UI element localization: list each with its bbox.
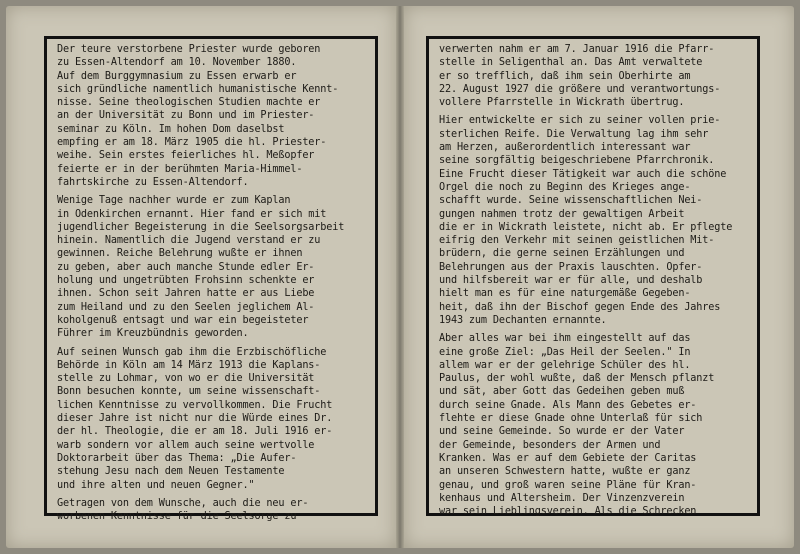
text-line: dieser Jahre ist nicht nur die Würde eines Dr.	[57, 413, 333, 425]
right-page-text	[439, 43, 749, 523]
left-page-text	[57, 43, 367, 528]
text-line: nisse. Seine theologischen Studien machte er	[57, 97, 321, 109]
text-line: Eine Frucht dieser Tätigkeit war auch die schöne	[439, 168, 727, 180]
right-paragraph	[439, 43, 749, 109]
left-paragraph	[57, 346, 367, 492]
text-line: vollere Pfarrstelle in Wickrath übertrug.	[439, 97, 685, 109]
text-line: und sät, aber Gott das Gedeihen geben muß	[439, 386, 685, 398]
text-line: zu Essen-Altendorf am 10. November 1880.	[57, 57, 297, 69]
text-line: Führer im Kreuzbündnis geworden.	[57, 328, 249, 340]
text-line: und seine Gemeinde. So wurde er der Vater	[439, 426, 685, 438]
text-line: an der Universität zu Bonn und im Priester-	[57, 110, 315, 122]
text-line: und hilfsbereit war er für alle, und deshalb	[439, 275, 703, 287]
text-line: zu geben, aber auch manche Stunde edler Er-	[57, 261, 315, 273]
text-line: Paulus, der wohl wußte, daß der Mensch pflanzt	[439, 373, 715, 385]
text-line: Kranken. Was er auf dem Gebiete der Caritas	[439, 452, 697, 464]
text-line: Auf dem Burggymnasium zu Essen erwarb er	[57, 70, 297, 82]
text-line: Hier entwickelte er sich zu seiner vollen prie-	[439, 115, 721, 127]
right-paragraph	[439, 114, 749, 327]
text-line: stehung Jesu nach dem Neuen Testamente	[57, 466, 285, 478]
text-line: empfing er am 18. März 1905 die hl. Priester-	[57, 137, 327, 149]
text-line: brüdern, die gerne seinen Erzählungen und	[439, 248, 685, 260]
text-line: flehte er diese Gnade ohne Unterlaß für sich	[439, 413, 703, 425]
text-line: die er in Wickrath leistete, nicht ab. Er pflegte	[439, 221, 733, 233]
text-line: heit, daß ihn der Bischof gegen Ende des Jahres	[439, 301, 721, 313]
text-line: schafft wurde. Seine wissenschaftlichen Nei-	[439, 195, 703, 207]
text-line: stelle in Seligenthal an. Das Amt verwaltete	[439, 57, 703, 69]
text-line: Behörde in Köln am 14 März 1913 die Kaplans-	[57, 359, 321, 371]
text-line: 22. August 1927 die größere und verantwortungs-	[439, 83, 721, 95]
text-line: zum Heiland und zu den Seelen jeglichem Al-	[57, 301, 315, 313]
right-page-border-frame	[426, 36, 760, 516]
text-line: an unseren Schwestern hatte, wußte er ganz	[439, 466, 691, 478]
left-page-border-frame	[44, 36, 378, 523]
text-line: Getragen von dem Wunsche, auch die neu er-	[57, 497, 309, 509]
text-line: sterlichen Reife. Die Verwaltung lag ihm sehr	[439, 128, 709, 140]
text-line: seine sorgfältig beigeschriebene Pfarrchronik.	[439, 155, 715, 167]
text-line: ihnen. Schon seit Jahren hatte er aus Liebe	[57, 288, 315, 300]
text-line: Auf seinen Wunsch gab ihm die Erzbischöfliche	[57, 346, 327, 358]
book-gutter	[396, 6, 404, 548]
text-line: jugendlicher Begeisterung in die Seelsorgsarbeit	[57, 221, 345, 233]
text-line: am Herzen, außerordentlich interessant war	[439, 142, 691, 154]
text-line: weihe. Sein erstes feierliches hl. Meßopfer	[57, 150, 315, 162]
text-line: hielt man es für eine naturgemäße Gegeben-	[439, 288, 691, 300]
text-line: worbenen Kenntnisse für die Seelsorge zu	[57, 511, 297, 523]
text-line: Doktorarbeit über das Thema: „Die Aufer-	[57, 452, 297, 464]
text-line: feierte er in der berühmten Maria-Himmel-	[57, 163, 303, 175]
text-line: stelle zu Lohmar, von wo er die Universität	[57, 373, 315, 385]
text-line: der hl. Theologie, die er am 18. Juli 1916 er-	[57, 426, 333, 438]
text-line: eine große Ziel: „Das Heil der Seelen." In	[439, 346, 691, 358]
text-line: lichen Kenntnisse zu vervollkommen. Die Frucht	[57, 399, 333, 411]
left-paragraph	[57, 497, 367, 524]
right-page	[404, 6, 794, 548]
text-line: Wenige Tage nachher wurde er zum Kaplan	[57, 195, 291, 207]
text-line: Belehrungen aus der Praxis lauschten. Opfer-	[439, 261, 703, 273]
text-line: eifrig den Verkehr mit seinen geistlichen Mit-	[439, 235, 715, 247]
text-line: genau, und groß waren seine Pläne für Kran-	[439, 479, 697, 491]
text-line: kenhaus und Altersheim. Der Vinzenzverein	[439, 492, 685, 504]
text-line: gungen nahmen trotz der gewaltigen Arbeit	[439, 208, 685, 220]
text-line: gewinnen. Reiche Belehrung wußte er ihnen	[57, 248, 303, 260]
left-paragraph	[57, 43, 367, 189]
text-line: verwerten nahm er am 7. Januar 1916 die Pfarr-	[439, 44, 715, 55]
text-line: allem war er der gelehrige Schüler des hl.	[439, 359, 691, 371]
text-line: er so trefflich, daß ihm sein Oberhirte am	[439, 70, 691, 82]
text-line: koholgenuß entsagt und war ein begeisteter	[57, 314, 309, 326]
right-paragraph	[439, 332, 749, 518]
text-line: der Gemeinde, besonders der Armen und	[439, 439, 661, 451]
text-line: Der teure verstorbene Priester wurde geboren	[57, 44, 321, 55]
text-line: Aber alles war bei ihm eingestellt auf das	[439, 333, 691, 345]
text-line: Orgel die noch zu Beginn des Krieges ange-	[439, 181, 691, 193]
text-line: und ihre alten und neuen Gegner."	[57, 479, 255, 491]
text-line: in Odenkirchen ernannt. Hier fand er sich mit	[57, 208, 327, 220]
left-page	[6, 6, 396, 548]
text-line: 1943 zum Dechanten ernannte.	[439, 314, 607, 326]
text-line: sich gründliche namentlich humanistische Kennt-	[57, 83, 339, 95]
left-paragraph	[57, 194, 367, 340]
text-line: durch seine Gnade. Als Mann des Gebetes er-	[439, 399, 697, 411]
text-line: seminar zu Köln. Im hohen Dom daselbst	[57, 123, 285, 135]
text-line: warb sondern vor allem auch seine wertvolle	[57, 439, 315, 451]
text-line: holung und ungetrübten Frohsinn schenkte er	[57, 275, 315, 287]
text-line: hinein. Namentlich die Jugend verstand er zu	[57, 235, 321, 247]
text-line: fahrtskirche zu Essen-Altendorf.	[57, 176, 249, 188]
text-line: Bonn besuchen konnte, um seine wissenschaft-	[57, 386, 321, 398]
text-line: war sein Lieblingsverein. Als die Schrecken	[439, 506, 697, 518]
